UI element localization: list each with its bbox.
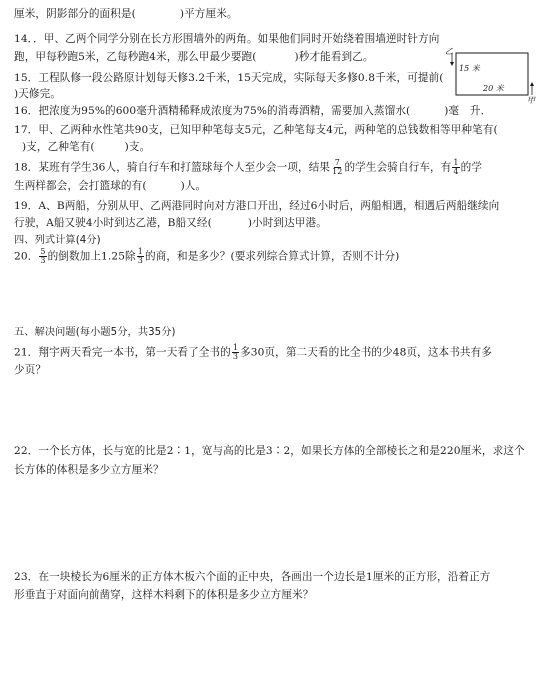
fraction-1-3: $\frac{1}{3}$ <box>137 247 143 265</box>
question-14-line2: 跑，甲每秒跑5米，乙每秒跑4米，那么甲最少要跑( )秒才能看到乙。 <box>14 51 374 63</box>
question-20: 20． $\frac{5}{3}$ 的倒数加上1.25除 $\frac{1}{3}$ 的商，和是多少？(要求列综合算式计算，否则不计分) <box>14 247 400 265</box>
yi-arrow-head <box>450 62 454 66</box>
question-13-tail: 厘米，阴影部分的面积是( )平方厘米。 <box>14 8 238 20</box>
fraction-1-4: $\frac{1}{4}$ <box>453 158 459 176</box>
rectangle-diagram <box>447 47 535 105</box>
question-23-line2: 形垂直于对面向前凿穿，这样木料剩下的体积是多少立方厘米？ <box>14 589 314 601</box>
question-14-line1: 14．．甲、乙两个同学分别在长方形围墙外的两角。如果他们同时开始绕着围墙逆时针方向 <box>14 33 440 45</box>
question-21-line2: 少页？ <box>14 364 47 376</box>
rectangle-wall-figure <box>447 47 535 105</box>
question-21-line1: 21．翔宇两天看完一本书，第一天看了全书的 $\frac{1}{3}$ 多30页，第二天看的比全书的少48页，这本书共有多 <box>14 343 493 361</box>
question-19-line1: 19．A、B两船，分别从甲、乙两港同时向对方港口开出，经过6小时后，两船相遇，相遇后两船继续向 <box>14 200 500 212</box>
question-15-line1: 15．工程队修一段公路原计划每天修3.2千米，15天完成，实际每天多修0.8千米，可提前( <box>14 72 444 84</box>
jia-arrow-head <box>530 82 534 86</box>
question-22-line1: 22．一个长方体，长与宽的比是2∶1，宽与高的比是3∶2，如果长方体的全部棱长之和是220厘米，求这个 <box>14 445 525 457</box>
fraction-5-3: $\frac{5}{3}$ <box>40 247 46 265</box>
question-16: 16．把浓度为95%的600毫升酒精稀释成浓度为75%的消毒酒精，需要加入蒸馏水( )毫 升． <box>14 105 492 117</box>
fraction-7-12: $\frac{7}{12}$ <box>332 158 343 176</box>
question-22-line2: 长方体的体积是多少立方厘米？ <box>14 464 164 476</box>
question-18-line1: 18．某班有学生36人，骑自行车和打篮球每个人至少会一项，结果 $\frac{7}{12}$ 的学生会骑自行车，有 $\frac{1}{4}$ 的学 <box>14 158 483 176</box>
fraction-1-3-q21: $\frac{1}{3}$ <box>232 343 239 361</box>
label-20m: 20 米 <box>483 84 504 93</box>
question-18-line2: 生两样都会，会打篮球的有( )人。 <box>14 180 207 192</box>
label-jia: 甲 <box>527 96 535 105</box>
question-19-line2: 行驶，A船又驶4小时到达乙港，B船又经( )小时到达甲港。 <box>14 217 327 229</box>
label-15m: 15 米 <box>459 64 480 73</box>
question-23-line1: 23．在一块棱长为6厘米的正方体木板六个面的正中央，各画出一个边长是1厘米的正方形，沿着正方 <box>14 571 491 583</box>
section-4-heading: 四、列式计算(4分) <box>14 235 101 246</box>
question-15-line2: )天修完。 <box>14 88 62 100</box>
question-17-line1: 17．甲、乙两种水性笔共90支，已知甲种笔每支5元，乙种笔每支4元，两种笔的总钱数相等甲种笔有( <box>14 124 498 136</box>
section-5-heading: 五、解决问题(每小题5分，共35分) <box>14 327 176 338</box>
question-17-line2: )支，乙种笔有( )支。 <box>22 141 151 153</box>
label-yi: 乙 <box>445 47 453 56</box>
